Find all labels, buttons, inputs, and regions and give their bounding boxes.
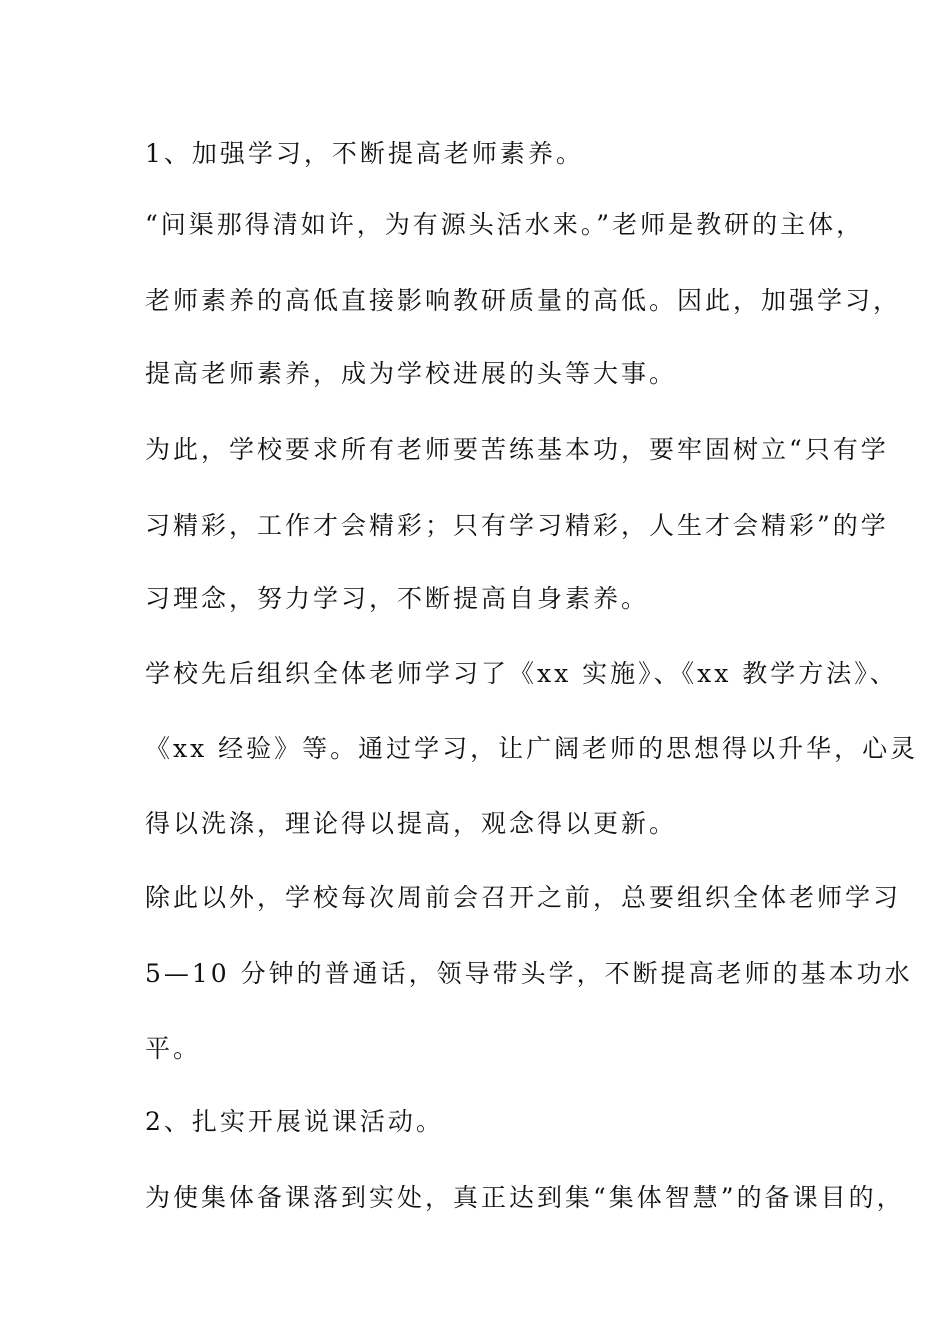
- paragraph-line: 老师素养的高低直接影响教研质量的高低。因此，加强学习，: [145, 286, 902, 315]
- paragraph-line: 习理念，努力学习，不断提高自身素养。: [145, 584, 650, 613]
- paragraph-line: 《xx 经验》等。通过学习，让广阔老师的思想得以升华，心灵: [145, 734, 919, 763]
- paragraph-line: 平。: [145, 1034, 202, 1063]
- heading-2: 2、扎实开展说课活动。: [145, 1107, 444, 1136]
- paragraph-line: 为此，学校要求所有老师要苦练基本功，要牢固树立“只有学: [145, 435, 889, 464]
- paragraph-line: 习精彩，工作才会精彩；只有学习精彩，人生才会精彩”的学: [145, 511, 889, 540]
- paragraph-line: “问渠那得清如许，为有源头活水来。”老师是教研的主体，: [145, 210, 865, 239]
- paragraph-line: 除此以外，学校每次周前会召开之前，总要组织全体老师学习: [145, 883, 902, 912]
- paragraph-line: 得以洗涤，理论得以提高，观念得以更新。: [145, 809, 678, 838]
- paragraph-line: 5—10 分钟的普通话，领导带头学，不断提高老师的基本功水: [145, 959, 913, 988]
- paragraph-line: 提高老师素养，成为学校进展的头等大事。: [145, 359, 678, 388]
- heading-1: 1、加强学习，不断提高老师素养。: [145, 139, 584, 168]
- paragraph-line: 学校先后组织全体老师学习了《xx 实施》、《xx 教学方法》、: [145, 659, 898, 688]
- paragraph-line: 为使集体备课落到实处，真正达到集“集体智慧”的备课目的，: [145, 1183, 905, 1212]
